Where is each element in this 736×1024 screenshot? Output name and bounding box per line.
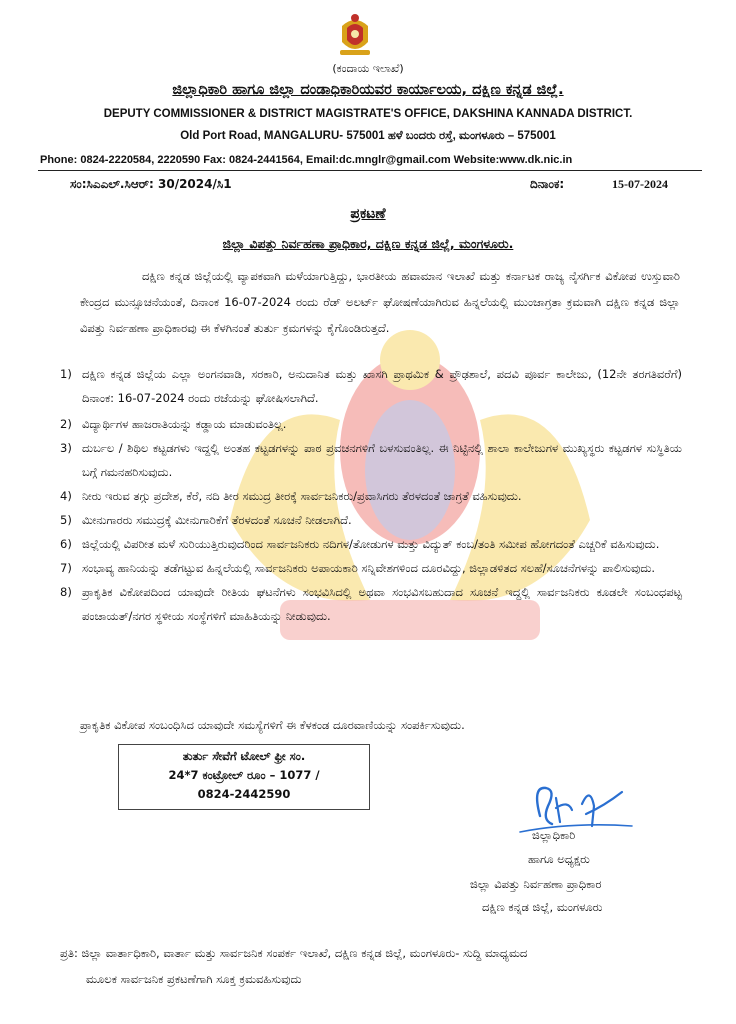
list-item-number: 5) [60,513,72,527]
list-item-number: 4) [60,489,72,503]
copy-to-line: ಪ್ರತಿ: ಜಿಲ್ಲಾ ವಾರ್ತಾಧಿಕಾರಿ, ವಾರ್ತಾ ಮತ್ತು ಸಾರ್ವಜನಿಕ ಸಂಪರ್ಕ ಇಲಾಖೆ, ದಕ್ಷಿಣ ಕನ್ನಡ ಜಿಲ್ಲೆ, ಮಂಗಳೂರು- ಸುದ್ದಿ ಮಾಧ್ಯಮದ [60,946,528,960]
list-item-text: ದುರ್ಬಲ / ಶಿಥಿಲ ಕಟ್ಟಡಗಳು ಇದ್ದಲ್ಲಿ ಅಂತಹ ಕಟ್ಟಡಗಳನ್ನು ಪಾಠ ಪ್ರವಚನಗಳಿಗೆ ಬಳಸುವಂತಿಲ್ಲ. ಈ ನಿಟ್ಟಿನಲ್ಲಿ ಶಾಲಾ ಕಾಲೇಜುಗಳ ಮುಖ್ಯಸ್ಥರು ಕಟ್ಟಡಗಳ ಸುಸ್ಥಿತಿಯ ಬಗ್ಗೆ ಗಮನಹರಿಸುವುದು. [82,441,682,479]
measures-list [60,362,682,628]
signatory-location: ದಕ್ಷಿಣ ಕನ್ನಡ ಜಿಲ್ಲೆ, ಮಂಗಳೂರು [482,900,603,914]
list-item [60,362,682,410]
header-divider [38,170,702,171]
signatory-designation: ಜಿಲ್ಲಾಧಿಕಾರಿ [532,828,576,842]
office-title-english: DEPUTY COMMISSIONER & DISTRICT MAGISTRATE'S OFFICE, DAKSHINA KANNADA DISTRICT. [103,108,633,120]
list-item-text: ನೀರು ಇರುವ ತಗ್ಗು ಪ್ರದೇಶ, ಕೆರೆ, ನದಿ ತೀರ ಸಮುದ್ರ ತೀರಕ್ಕೆ ಸಾರ್ವಜನಿಕರು/ಪ್ರವಾಸಿಗರು ತೆರಳದಂತೆ ಜಾಗ್ರತೆ ವಹಿಸುವುದು. [82,489,522,503]
helpline-phone: 0824-2442590 [197,787,291,801]
list-item [60,580,682,628]
list-item-number: 1) [60,367,72,381]
list-item [60,412,682,436]
karnataka-emblem-icon [334,12,376,60]
closing-line: ಪ್ರಾಕೃತಿಕ ವಿಕೋಪ ಸಂಬಂಧಿಸಿದ ಯಾವುದೇ ಸಮಸ್ಯೆಗಳಿಗೆ ಈ ಕೆಳಕಂಡ ದೂರವಾಣಿಯನ್ನು ಸಂಪರ್ಕಿಸುವುದು. [80,718,465,732]
list-item-text: ವಿದ್ಯಾರ್ಥಿಗಳ ಹಾಜರಾತಿಯನ್ನು ಕಡ್ಡಾಯ ಮಾಡುವಂತಿಲ್ಲ. [82,417,287,431]
helpline-control-room: 24*7 ಕಂಟ್ರೋಲ್ ರೂಂ – 1077 / [168,768,320,782]
list-item-text: ಪ್ರಾಕೃತಿಕ ವಿಕೋಪದಿಂದ ಯಾವುದೇ ರೀತಿಯ ಘಟನೆಗಳು ಸಂಭವಿಸಿದಲ್ಲಿ ಅಥವಾ ಸಂಭವಿಸಬಹುದಾದ ಸೂಚನೆ ಇದ್ದಲ್ಲಿ ಸಾರ್ವಜನಿಕರು ಕೂಡಲೇ ಸಂಬಂಧಪಟ್ಟ ಪಂಚಾಯತ್/ನಗರ ಸ್ಥಳೀಯ ಸಂಸ್ಥೆಗಳಿಗೆ ಮಾಹಿತಿಯನ್ನು ನೀಡುವುದು. [82,585,682,623]
office-title-kannada: ಜಿಲ್ಲಾಧಿಕಾರಿ ಹಾಗೂ ಜಿಲ್ಲಾ ದಂಡಾಧಿಕಾರಿಯವರ ಕಾರ್ಯಾಲಯ, ದಕ್ಷಿಣ ಕನ್ನಡ ಜಿಲ್ಲೆ. [172,82,564,98]
list-item [60,556,682,580]
list-item [60,436,682,484]
intro-paragraph: ದಕ್ಷಿಣ ಕನ್ನಡ ಜಿಲ್ಲೆಯಲ್ಲಿ ವ್ಯಾಪಕವಾಗಿ ಮಳೆಯಾಗುತ್ತಿದ್ದು, ಭಾರತೀಯ ಹವಾಮಾನ ಇಲಾಖೆ ಮತ್ತು ಕರ್ನಾಟಕ ರಾಜ್ಯ ನೈಸರ್ಗಿಕ ವಿಕೋಪ ಉಸ್ತುವಾರಿ ಕೇಂದ್ರದ ಮುನ್ಸೂಚನೆಯಂತೆ, ದಿನಾಂಕ 16-07-2024 ರಂದು ರೆಡ್ ಅಲರ್ಟ್ ಘೋಷಣೆಯಾಗಿರುವ ಹಿನ್ನಲೆಯಲ್ಲಿ ಮುಂಜಾಗ್ರತಾ ಕ್ರಮವಾಗಿ ದಕ್ಷಿಣ ಕನ್ನಡ ಜಿಲ್ಲಾ ವಿಪತ್ತು ನಿರ್ವಹಣಾ ಪ್ರಾಧಿಕಾರವು ಈ ಕೆಳಗಿನಂತೆ ತುರ್ತು ಕ್ರಮಗಳನ್ನು ಕೈಗೊಂಡಿರುತ್ತದೆ. [80,269,680,335]
signatory-role: ಹಾಗೂ ಅಧ್ಯಕ್ಷರು [528,852,590,866]
signatory-authority: ಜಿಲ್ಲಾ ವಿಪತ್ತು ನಿರ್ವಹಣಾ ಪ್ರಾಧಿಕಾರ [470,877,602,891]
list-item [60,532,682,556]
department-name: (ಕಂದಾಯ ಇಲಾಖೆ) [332,62,404,75]
list-item-number: 3) [60,441,72,455]
helpline-title: ತುರ್ತು ಸೇವೆಗೆ ಟೋಲ್ ಫ್ರೀ ಸಂ. [182,749,306,763]
notice-subject: ಜಿಲ್ಲಾ ವಿಪತ್ತು ನಿರ್ವಹಣಾ ಪ್ರಾಧಿಕಾರ, ದಕ್ಷಿಣ ಕನ್ನಡ ಜಿಲ್ಲೆ, ಮಂಗಳೂರು. [222,236,514,251]
copy-to-line: ಮೂಲಕ ಸಾರ್ವಜನಿಕ ಪ್ರಕಟಣೆಗಾಗಿ ಸೂಕ್ತ ಕ್ರಮವಹಿಸುವುದು [86,972,302,986]
list-item-text: ಸಂಭಾವ್ಯ ಹಾನಿಯನ್ನು ತಡೆಗಟ್ಟುವ ಹಿನ್ನಲೆಯಲ್ಲಿ ಸಾರ್ವಜನಿಕರು ಅಪಾಯಕಾರಿ ಸನ್ನಿವೇಶಗಳಿಂದ ದೂರವಿದ್ದು, ಜಿಲ್ಲಾಡಳಿತದ ಸಲಹೆ/ಸೂಚನೆಗಳನ್ನು ಪಾಲಿಸುವುದು. [82,561,656,575]
copy-to-section [60,940,700,992]
list-item-text: ಜಿಲ್ಲೆಯಲ್ಲಿ ವಿಪರೀತ ಮಳೆ ಸುರಿಯುತ್ತಿರುವುದರಿಂದ ಸಾರ್ವಜನಿಕರು ನದಿಗಳ/ತೋಡುಗಳ ಮತ್ತು ವಿದ್ಯುತ್ ಕಂಬ/ತಂತಿ ಸಮೀಪ ಹೋಗದಂತೆ ಎಚ್ಚರಿಕೆ ವಹಿಸುವುದು. [82,537,660,551]
list-item-number: 6) [60,537,72,551]
list-item-number: 8) [60,585,72,599]
list-item-number: 7) [60,561,72,575]
office-address: Old Port Road, MANGALURU- 575001 ಹಳೆ ಬಂದರು ರಸ್ತೆ, ಮಂಗಳೂರು – 575001 [180,130,556,142]
list-item [60,484,682,508]
date-label: ದಿನಾಂಕ: [530,177,565,191]
list-item-number: 2) [60,417,72,431]
helpline-box [118,744,370,810]
list-item-text: ದಕ್ಷಿಣ ಕನ್ನಡ ಜಿಲ್ಲೆಯ ಎಲ್ಲಾ ಅಂಗನವಾಡಿ, ಸರಕಾರಿ, ಅನುದಾನಿತ ಮತ್ತು ಖಾಸಗಿ ಪ್ರಾಥಮಿಕ & ಪ್ರೌಢಶಾಲೆ, ಪದವಿ ಪೂರ್ವ ಕಾಲೇಜು, (12ನೇ ತರಗತಿವರೆಗೆ) ದಿನಾಂಕ: 16-07-2024 ರಂದು ರಜೆಯನ್ನು ಘೋಷಿಸಲಾಗಿದೆ. [82,367,682,405]
list-item-text: ಮೀನುಗಾರರು ಸಮುದ್ರಕ್ಕೆ ಮೀನುಗಾರಿಕೆಗೆ ತೆರಳದಂತೆ ಸೂಚನೆ ನೀಡಲಾಗಿದೆ. [82,513,352,527]
reference-number: ಸಂ:ಸಿಎಎಲ್.ಸಿಆರ್: 30/2024/ಸಿ1 [70,177,232,191]
issue-date: 15-07-2024 [612,177,668,191]
notice-title: ಪ್ರಕಟಣೆ [350,206,386,222]
list-item [60,508,682,532]
contact-details: Phone: 0824-2220584, 2220590 Fax: 0824-2441564, Email:dc.mnglr@gmail.com Website:www.dk.nic.in [40,154,573,166]
